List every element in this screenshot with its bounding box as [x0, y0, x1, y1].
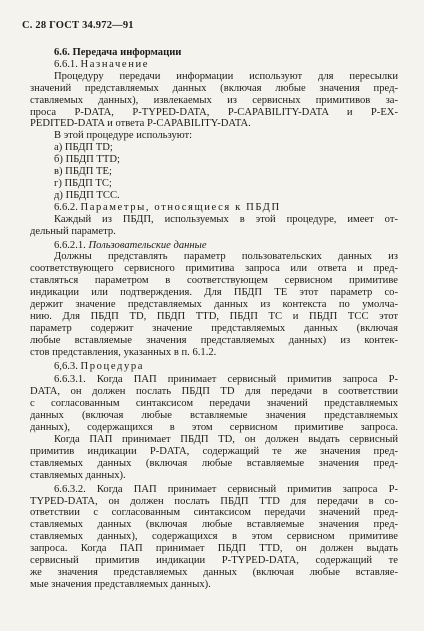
- text-line: стов представления, указанных в п. 6.1.2.: [30, 346, 217, 358]
- section-title: Пользовательские данные: [88, 239, 207, 251]
- section-number: 6,6.3.: [54, 360, 78, 372]
- text-line: 6.6.3.1. Когда ПАП принимает сервисный примитив запроса P-: [54, 374, 398, 386]
- section-6-6-2-heading: [30, 202, 398, 214]
- section-number: 6.6.1.: [54, 58, 78, 70]
- text-line: с согласованным синтаксисом передачи значений представляемых: [30, 398, 398, 410]
- text-line: ставляемых данных (включая любые вставляемые значения пред-: [30, 457, 398, 469]
- list-item: б) ПБДП TTD;: [54, 154, 120, 166]
- text-line: Должны представлять параметр пользовательских данных из: [54, 251, 398, 263]
- section-number: 6.6.2.1.: [54, 239, 86, 251]
- text-line: запроса. Когда ПАП принимает ПБДП TTD, он должен выдать: [30, 543, 398, 555]
- paragraph-parameters: [30, 214, 398, 238]
- section-6-6-2-1-heading: [30, 240, 398, 252]
- text-line: ставляемых данных), содержащихся в этом сервисном примитиве: [30, 531, 398, 543]
- section-6-6-3-heading: [30, 361, 398, 373]
- text-line: держит значение представляемых данных из контекста по умолча-: [30, 299, 398, 311]
- text-line: нию. Для ПБДП TD, ПБДП TTD, ПБДП TC и ПБДП TCC этот: [30, 310, 398, 322]
- text-line: Когда ПАП принимает ПБДП TD, он должен выдать сервисный: [54, 434, 398, 445]
- section-title: Назначение: [80, 58, 150, 70]
- text-line: дельный параметр.: [30, 225, 116, 237]
- list-item: а) ПБДП TD;: [54, 142, 113, 154]
- section-title: Процедура: [80, 360, 145, 372]
- section-6-6-1-heading: [30, 59, 398, 71]
- list-item: в) ПБДП TE;: [54, 166, 112, 178]
- paragraph-procedure-2: [30, 484, 398, 591]
- text-line: любые вставляемые значения представляемых данных) из контек-: [30, 334, 398, 346]
- text-line: TYPED-DATA, он должен послать ПБДП TTD для передачи в со-: [30, 495, 398, 507]
- pdu-list: [30, 142, 398, 202]
- section-number: 6.6.2.: [54, 201, 78, 213]
- text-line: индикации или подтверждения. Для ПБДП TE этот параметр со-: [30, 287, 398, 299]
- text-line: значений представляемых данных (включая любые значения пред-: [30, 82, 398, 94]
- text-line: сервисный примитив индикации P-TYPED-DATA, содержащий те: [30, 555, 398, 567]
- text-line: примитив индикации P-DATA, содержащий те же значения пред-: [30, 445, 398, 457]
- text-line: соответствующего сервисного примитива запроса или ответа и пред-: [30, 263, 398, 275]
- text-line: 6.6.3.2. Когда ПАП принимает сервисный примитив запроса P-: [54, 483, 398, 495]
- text-line: ставляемых данных (включая любые вставляемые значения пред-: [30, 519, 398, 531]
- text-line: данных (включая любые вставляемые значения представляемых: [30, 410, 398, 422]
- text-line: данных), содержащихся в этом сервисном примитиве запроса.: [30, 422, 398, 434]
- paragraph-user-data: [30, 251, 398, 358]
- text-line: Процедуру передачи информации используют для пересылки: [54, 70, 398, 82]
- text-line: DATA, он должен послать ПБДП TD для передачи в соответствии: [30, 386, 398, 398]
- text-line: ставляемых данных), извлекаемых из сервисных примитивов за-: [30, 94, 398, 106]
- section-6-6-title: 6.6. Передача информации: [54, 47, 182, 58]
- text-line: ответствии с согласованным синтаксисом передачи значений пред-: [30, 507, 398, 519]
- paragraph-uses: В этой процедуре используют:: [54, 130, 193, 142]
- text-line: ставляемых данных).: [30, 469, 126, 481]
- section-title: Параметры, относящиеся к ПБДП: [80, 201, 281, 213]
- page-header: С. 28 ГОСТ 34.972—91: [22, 20, 134, 31]
- list-item: г) ПБДП TC;: [54, 177, 112, 189]
- list-item: д) ПБДП TCC.: [54, 189, 120, 201]
- text-line: ставляться параметром в соответствующем сервисном примитиве: [30, 275, 398, 287]
- text-line: же значения представляемых данных (включая любые вставляе-: [30, 566, 398, 578]
- text-line: проса P-DATA, P-TYPED-DATA, P-CAPABILITY-DATA и P-EX-: [30, 106, 398, 118]
- text-line: параметр содержит значение представляемых данных (включая: [30, 322, 398, 334]
- paragraph-purpose: [30, 71, 398, 131]
- paragraph-procedure-1: [30, 374, 398, 481]
- text-line: Каждый из ПБДП, используемых в этой процедуре, имеет от-: [54, 213, 398, 225]
- text-line: мые значения представляемых данных).: [30, 578, 211, 590]
- text-line: PEDITED-DATA и ответа P-CAPABILITY-DATA.: [30, 118, 251, 130]
